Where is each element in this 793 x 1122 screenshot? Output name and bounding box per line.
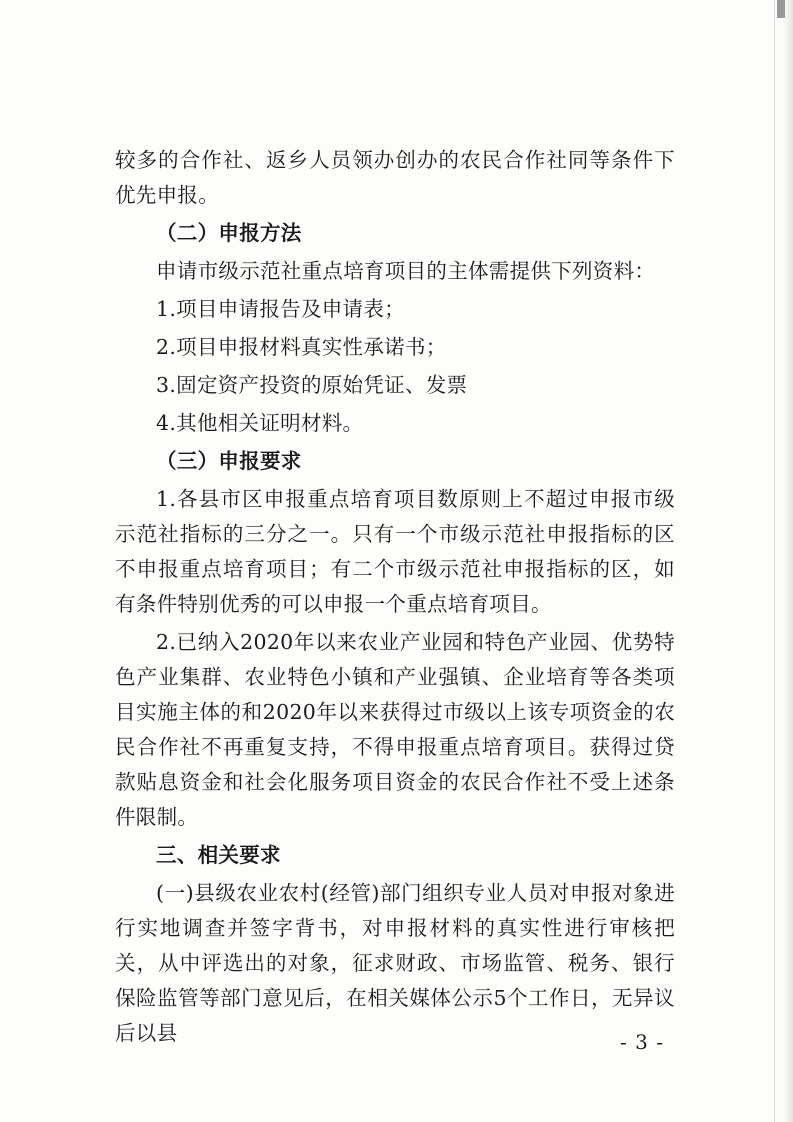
list-item-1: 1.项目申请报告及申请表； (156, 297, 405, 321)
list-item-2: 2.项目申报材料真实性承诺书； (156, 335, 447, 359)
paragraph-continuation: 较多的合作社、返乡人员领办创办的农民合作社同等条件下优先申报。 (115, 148, 675, 207)
paragraph-materials-intro: 申请市级示范社重点培育项目的主体需提供下列资料： (156, 259, 656, 283)
paragraph-requirement-1: 1.各县市区申报重点培育项目数原则上不超过申报市级示范社指标的三分之一。只有一个市级示范社申报指标的区不申报重点培育项目；有二个市级示范社申报指标的区，如有条件特别优秀的可以申报一个重点培育项目。 (115, 487, 675, 616)
paragraph-requirement-2: 2.已纳入2020年以来农业产业园和特色产业园、优势特色产业集群、农业特色小镇和产业强镇、企业培育等各类项目实施主体的和2020年以来获得过市级以上该专项资金的农民合作社不再重复支持，不得申报重点培育项目。获得过贷款贴息资金和社会化服务项目资金的农民合作社不受上述条件限制。 (115, 630, 675, 829)
document-body (115, 143, 675, 1054)
page-edge-shadow (783, 0, 793, 1122)
page-number: - 3 - (620, 1030, 664, 1054)
paragraph-related-requirement-1: (一)县级农业农村(经管)部门组织专业人员对申报对象进行实地调查并签字背书，对申报材料的真实性进行审核把关，从中评选出的对象，征求财政、市场监管、税务、银行保险监管等部门意见后，在相关媒体公示5个工作日，无异议后以县 (115, 881, 675, 1045)
section-heading-application-method: （二）申报方法 (156, 221, 302, 245)
page-edge-line (774, 0, 775, 1122)
section-heading-application-requirements: （三）申报要求 (156, 449, 302, 473)
section-heading-related-requirements: 三、相关要求 (156, 843, 281, 867)
list-item-3: 3.固定资产投资的原始凭证、发票 (156, 373, 468, 397)
list-item-4: 4.其他相关证明材料。 (156, 411, 364, 435)
corner-mark (777, 0, 785, 18)
